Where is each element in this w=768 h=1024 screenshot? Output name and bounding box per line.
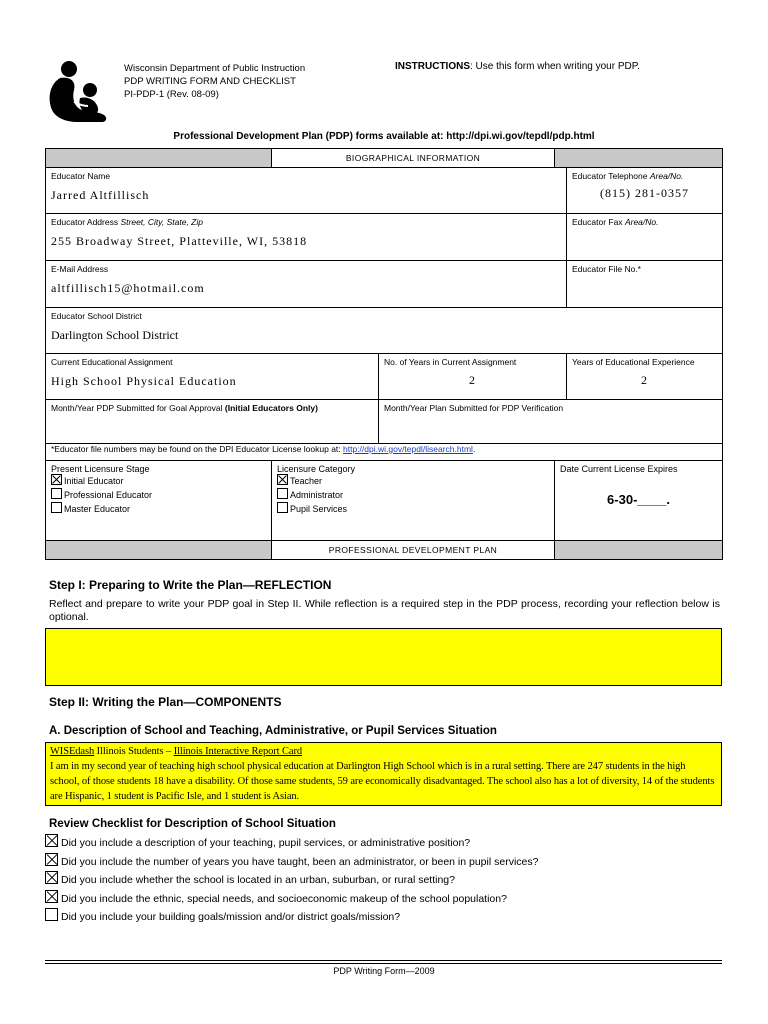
license-lookup-link[interactable]: http://dpi.wi.gov/tepdl/lisearch.html (343, 444, 473, 454)
name-label: Educator Name (51, 171, 111, 181)
years-exp-field[interactable]: 2 (641, 373, 648, 387)
pdp-section-title: PROFESSIONAL DEVELOPMENT PLAN (272, 541, 555, 560)
instructions-text: : Use this form when writing your PDP. (470, 61, 640, 72)
expires-field[interactable]: 6-30-____. (607, 492, 670, 507)
page-footer: PDP Writing Form—2009 (333, 966, 435, 976)
category-administrator-checkbox[interactable] (277, 488, 288, 499)
years-exp-label: Years of Educational Experience (572, 357, 695, 367)
stage-master-label: Master Educator (64, 504, 131, 514)
checklist-item (45, 871, 538, 890)
checklist-item (45, 890, 538, 909)
step2-title: Step II: Writing the Plan—COMPONENTS (49, 695, 282, 709)
checklist-item-label: Did you include the number of years you have taught, been an administrator, or been in pupil services? (61, 855, 539, 868)
wisedash-link[interactable]: WISEdash (50, 746, 95, 757)
phone-label: Educator Telephone Area/No. (572, 171, 684, 181)
assignment-label: Current Educational Assignment (51, 357, 173, 367)
email-label: E-Mail Address (51, 264, 109, 274)
category-pupil-services-label: Pupil Services (290, 504, 348, 514)
checklist-item-label: Did you include your building goals/mission and/or district goals/mission? (61, 911, 401, 923)
name-field[interactable]: Jarred Altfillisch (51, 188, 150, 202)
checklist-checkbox[interactable] (45, 853, 58, 866)
footer-rule (45, 963, 722, 964)
checklist-item-label: Did you include a description of your teaching, pupil services, or administrative position? (61, 837, 471, 849)
review-checklist (45, 834, 538, 927)
years-current-field[interactable]: 2 (469, 373, 476, 387)
checklist-item-label: Did you include the ethnic, special needs, and socioeconomic makeup of the school population? (61, 892, 507, 905)
illinois-students-text: Illinois Students – (94, 746, 174, 757)
category-administrator-label: Administrator (290, 490, 344, 500)
stage-initial-label: Initial Educator (64, 476, 124, 486)
checklist-checkbox[interactable] (45, 908, 58, 921)
address-field[interactable]: 255 Broadway Street, Platteville, WI, 53818 (51, 234, 308, 248)
instructions-label: INSTRUCTIONS (395, 61, 470, 72)
district-label: Educator School District (51, 311, 142, 321)
district-field[interactable]: Darlington School District (51, 328, 179, 342)
footer-rule (45, 960, 722, 961)
reflection-box[interactable] (45, 628, 722, 686)
school-description-box[interactable] (45, 742, 722, 806)
category-teacher-label: Teacher (290, 476, 323, 486)
stage-professional-label: Professional Educator (64, 490, 153, 500)
goal-approval-label: Month/Year PDP Submitted for Goal Approval (Initial Educators Only) (51, 403, 318, 413)
category-label: Licensure Category (277, 464, 356, 474)
school-description-text: I am in my second year of teaching high school physical education at Darlington High School which is in a rural setting. There are 247 students in the high school, of those students 18 have a disability. Of those same students, 59 are economically disadvantaged. The school also has a lot of diversity, 14 of the students are Hispanic, 1 student is Pacific Isle, and 1 student is Asian. (50, 761, 715, 802)
checklist-item (45, 834, 538, 853)
years-current-label: No. of Years in Current Assignment (384, 357, 517, 367)
checklist-item (45, 853, 538, 872)
fax-label: Educator Fax Area/No. (572, 217, 659, 227)
form-header (124, 62, 305, 101)
checklist-checkbox[interactable] (45, 871, 58, 884)
report-card-link[interactable]: Illinois Interactive Report Card (173, 746, 302, 757)
phone-field[interactable]: (815) 281-0357 (600, 186, 689, 200)
biographical-form (45, 148, 722, 560)
assignment-field[interactable]: High School Physical Education (51, 374, 237, 388)
stage-label: Present Licensure Stage (51, 464, 150, 474)
step1-title: Step I: Preparing to Write the Plan—REFLECTION (49, 578, 332, 592)
checklist-checkbox[interactable] (45, 890, 58, 903)
category-pupil-services-checkbox[interactable] (277, 502, 288, 513)
agency-name: Wisconsin Department of Public Instruction (124, 63, 306, 74)
forms-available-note: Professional Development Plan (PDP) forms available at: http://dpi.wi.gov/tepdl/pdp.html (173, 131, 595, 142)
expires-label: Date Current License Expires (560, 464, 678, 474)
address-label: Educator Address Street, City, State, Zip (51, 217, 203, 227)
verification-label: Month/Year Plan Submitted for PDP Verification (384, 403, 564, 413)
dpi-logo-icon (44, 58, 114, 128)
stage-master-checkbox[interactable] (51, 502, 62, 513)
email-field[interactable]: altfillisch15@hotmail.com (51, 281, 205, 295)
form-name: PDP WRITING FORM AND CHECKLIST (124, 76, 296, 87)
instructions (395, 61, 640, 72)
category-teacher-checkbox[interactable] (277, 474, 288, 485)
file-number-note: *Educator file numbers may be found on the DPI Educator License lookup at: http://dpi.wi.gov/tepdl/lisearch.html. (46, 444, 723, 461)
stage-professional-checkbox[interactable] (51, 488, 62, 499)
checklist-checkbox[interactable] (45, 834, 58, 847)
stage-initial-checkbox[interactable] (51, 474, 62, 485)
step1-text: Reflect and prepare to write your PDP goal in Step II. While reflection is a required step in the PDP process, recording your reflection below is optional. (49, 598, 720, 623)
review-checklist-title: Review Checklist for Description of School Situation (49, 818, 336, 830)
section-a-title: A. Description of School and Teaching, Administrative, or Pupil Services Situation (49, 725, 497, 737)
bio-section-title: BIOGRAPHICAL INFORMATION (272, 149, 555, 168)
checklist-item (45, 908, 538, 927)
checklist-item-label: Did you include whether the school is located in an urban, suburban, or rural setting? (61, 874, 455, 886)
form-code: PI-PDP-1 (Rev. 08-09) (124, 89, 219, 100)
file-no-label: Educator File No.* (572, 264, 641, 274)
